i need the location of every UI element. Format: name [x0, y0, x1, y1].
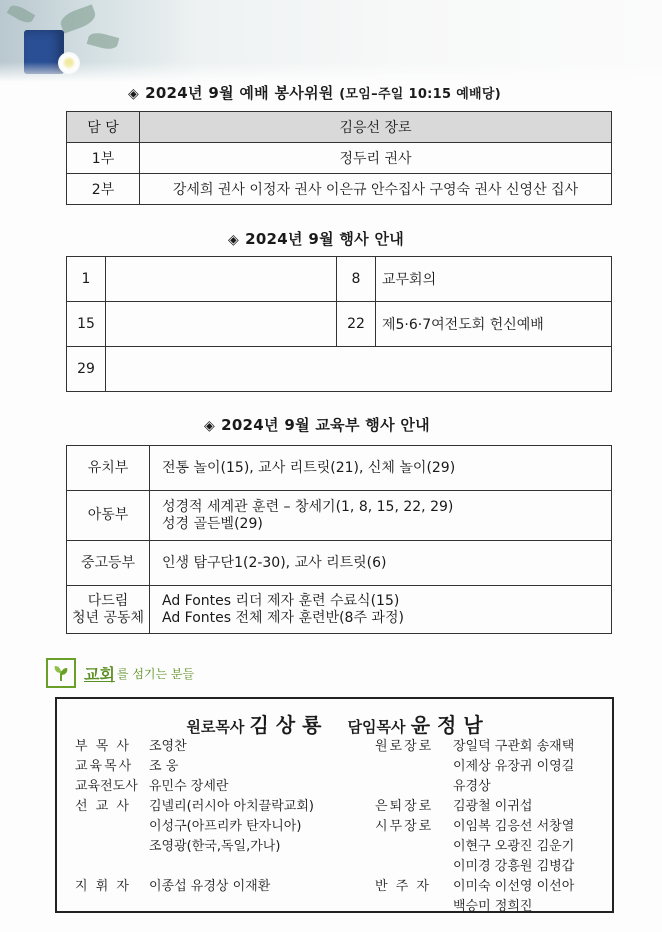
list-item	[375, 897, 574, 917]
event-date: 1	[67, 257, 106, 302]
names-text: 이현구 오광진 김운기	[453, 839, 575, 854]
event-line: 성경적 세계관 훈련 – 창세기(1, 8, 15, 22, 29)	[162, 498, 454, 515]
department-label	[67, 586, 150, 634]
list-item	[75, 837, 314, 857]
worship-title: 2024년 9월 예배 봉사위원	[145, 84, 334, 102]
diamond-icon: ◈	[204, 418, 216, 434]
worship-value: 정두리 권사	[140, 143, 612, 174]
list-item	[375, 817, 574, 837]
names-text: 조 웅	[149, 759, 179, 774]
lead-role: 담임목사	[347, 718, 406, 736]
list-item	[375, 797, 574, 817]
list-item	[375, 877, 574, 897]
list-item	[375, 757, 574, 777]
names-text: 장일덕 구관회 송재택	[453, 739, 575, 754]
list-item	[375, 857, 574, 877]
event-name: 제5·6·7여전도회 헌신예배	[376, 302, 612, 347]
lead-name: 윤 정 남	[410, 713, 483, 737]
list-item	[375, 837, 574, 857]
role-label: 부 목 사	[75, 739, 131, 754]
worship-heading	[128, 82, 501, 103]
list-item	[75, 877, 314, 897]
department-label-line: 청년 공동체	[71, 609, 145, 626]
list-item	[75, 737, 314, 757]
event-name	[106, 302, 337, 347]
names-text: 유경상	[453, 779, 491, 794]
department-events	[150, 541, 612, 586]
role-label: 시무장로	[375, 819, 434, 834]
education-table	[66, 445, 612, 634]
role-label: 반 주 자	[375, 879, 431, 894]
table-row	[67, 143, 612, 174]
role-label: 선 교 사	[75, 799, 131, 814]
servants-right-column	[375, 737, 574, 917]
worship-label: 담 당	[67, 112, 140, 143]
worship-value: 김응선 장로	[140, 112, 612, 143]
table-row	[67, 586, 612, 634]
list-item	[75, 857, 314, 877]
names-text: 이제상 유장귀 이영길	[453, 759, 575, 774]
servants-section-title	[46, 658, 194, 688]
event-line: 인생 탐구단1(2-30), 교사 리트릿(6)	[162, 554, 387, 571]
role-label: 교육전도사	[75, 779, 138, 794]
event-date: 29	[67, 347, 106, 392]
names-text: 백승미 정희진	[453, 899, 533, 914]
names-text: 조영광(한국,독일,가나)	[149, 839, 281, 854]
decoration-fade	[0, 62, 662, 82]
lead-pastors	[57, 709, 612, 738]
event-name: 교무회의	[376, 257, 612, 302]
names-text: 유민수 장세란	[149, 779, 229, 794]
lead-role: 원로목사	[186, 718, 245, 736]
lead-name: 김 상 룡	[249, 713, 322, 737]
events-heading	[228, 228, 404, 249]
list-item	[375, 737, 574, 757]
table-row	[67, 446, 612, 491]
list-item	[75, 797, 314, 817]
plant-icon	[46, 658, 76, 688]
servants-left-column	[75, 737, 314, 897]
event-date: 15	[67, 302, 106, 347]
table-row	[67, 112, 612, 143]
diamond-icon: ◈	[228, 232, 240, 248]
event-line: 성경 골든벨(29)	[162, 515, 263, 532]
department-events	[150, 446, 612, 491]
worship-label: 2부	[67, 174, 140, 205]
list-item	[75, 757, 314, 777]
events-table	[66, 256, 612, 392]
names-text: 김넬리(러시아 아치끌락교회)	[149, 799, 314, 814]
event-date: 22	[337, 302, 376, 347]
worship-subtitle: (모임–주일 10:15 예배당)	[339, 87, 502, 102]
list-item	[75, 817, 314, 837]
worship-label: 1부	[67, 143, 140, 174]
department-label-line: 다드림	[87, 592, 129, 609]
names-text: 조영찬	[149, 739, 187, 754]
role-label: 원로장로	[375, 739, 434, 754]
section-main-label: 교회	[84, 664, 115, 684]
event-name	[106, 257, 337, 302]
department-events	[150, 491, 612, 541]
list-item	[375, 777, 574, 797]
department-label: 아동부	[67, 491, 150, 541]
names-text: 이임복 김응선 서창열	[453, 819, 575, 834]
education-heading	[204, 414, 430, 435]
section-sub-label: 를 섬기는 분들	[116, 666, 195, 681]
servants-box	[55, 697, 614, 913]
table-row	[67, 174, 612, 205]
event-line: Ad Fontes 전체 제자 훈련반(8주 과정)	[162, 609, 404, 626]
role-label: 교육목사	[75, 759, 134, 774]
table-row	[67, 347, 612, 392]
list-item	[75, 777, 314, 797]
names-text: 이종섭 유경상 이재환	[149, 879, 271, 894]
names-text: 김광철 이귀섭	[453, 799, 533, 814]
worship-value: 강세희 권사 이정자 권사 이은규 안수집사 구영숙 권사 신영산 집사	[140, 174, 612, 205]
table-row	[67, 541, 612, 586]
events-title: 2024년 9월 행사 안내	[245, 230, 405, 248]
event-line: Ad Fontes 리더 제자 훈련 수료식(15)	[162, 592, 400, 609]
department-events	[150, 586, 612, 634]
department-label: 중고등부	[67, 541, 150, 586]
diamond-icon: ◈	[128, 86, 140, 102]
table-row	[67, 257, 612, 302]
worship-table	[66, 111, 612, 205]
names-text: 이성구(아프리카 탄자니아)	[149, 819, 302, 834]
event-date: 8	[337, 257, 376, 302]
event-line: 전통 놀이(15), 교사 리트릿(21), 신체 놀이(29)	[162, 459, 456, 476]
role-label: 지 휘 자	[75, 879, 131, 894]
event-name	[106, 347, 612, 392]
table-row	[67, 302, 612, 347]
names-text: 이미숙 이선영 이선아	[453, 879, 575, 894]
table-row	[67, 491, 612, 541]
education-title: 2024년 9월 교육부 행사 안내	[221, 416, 430, 434]
department-label: 유치부	[67, 446, 150, 491]
header-decoration	[0, 0, 662, 82]
role-label: 은퇴장로	[375, 799, 434, 814]
names-text: 이미경 강흥원 김병갑	[453, 859, 575, 874]
